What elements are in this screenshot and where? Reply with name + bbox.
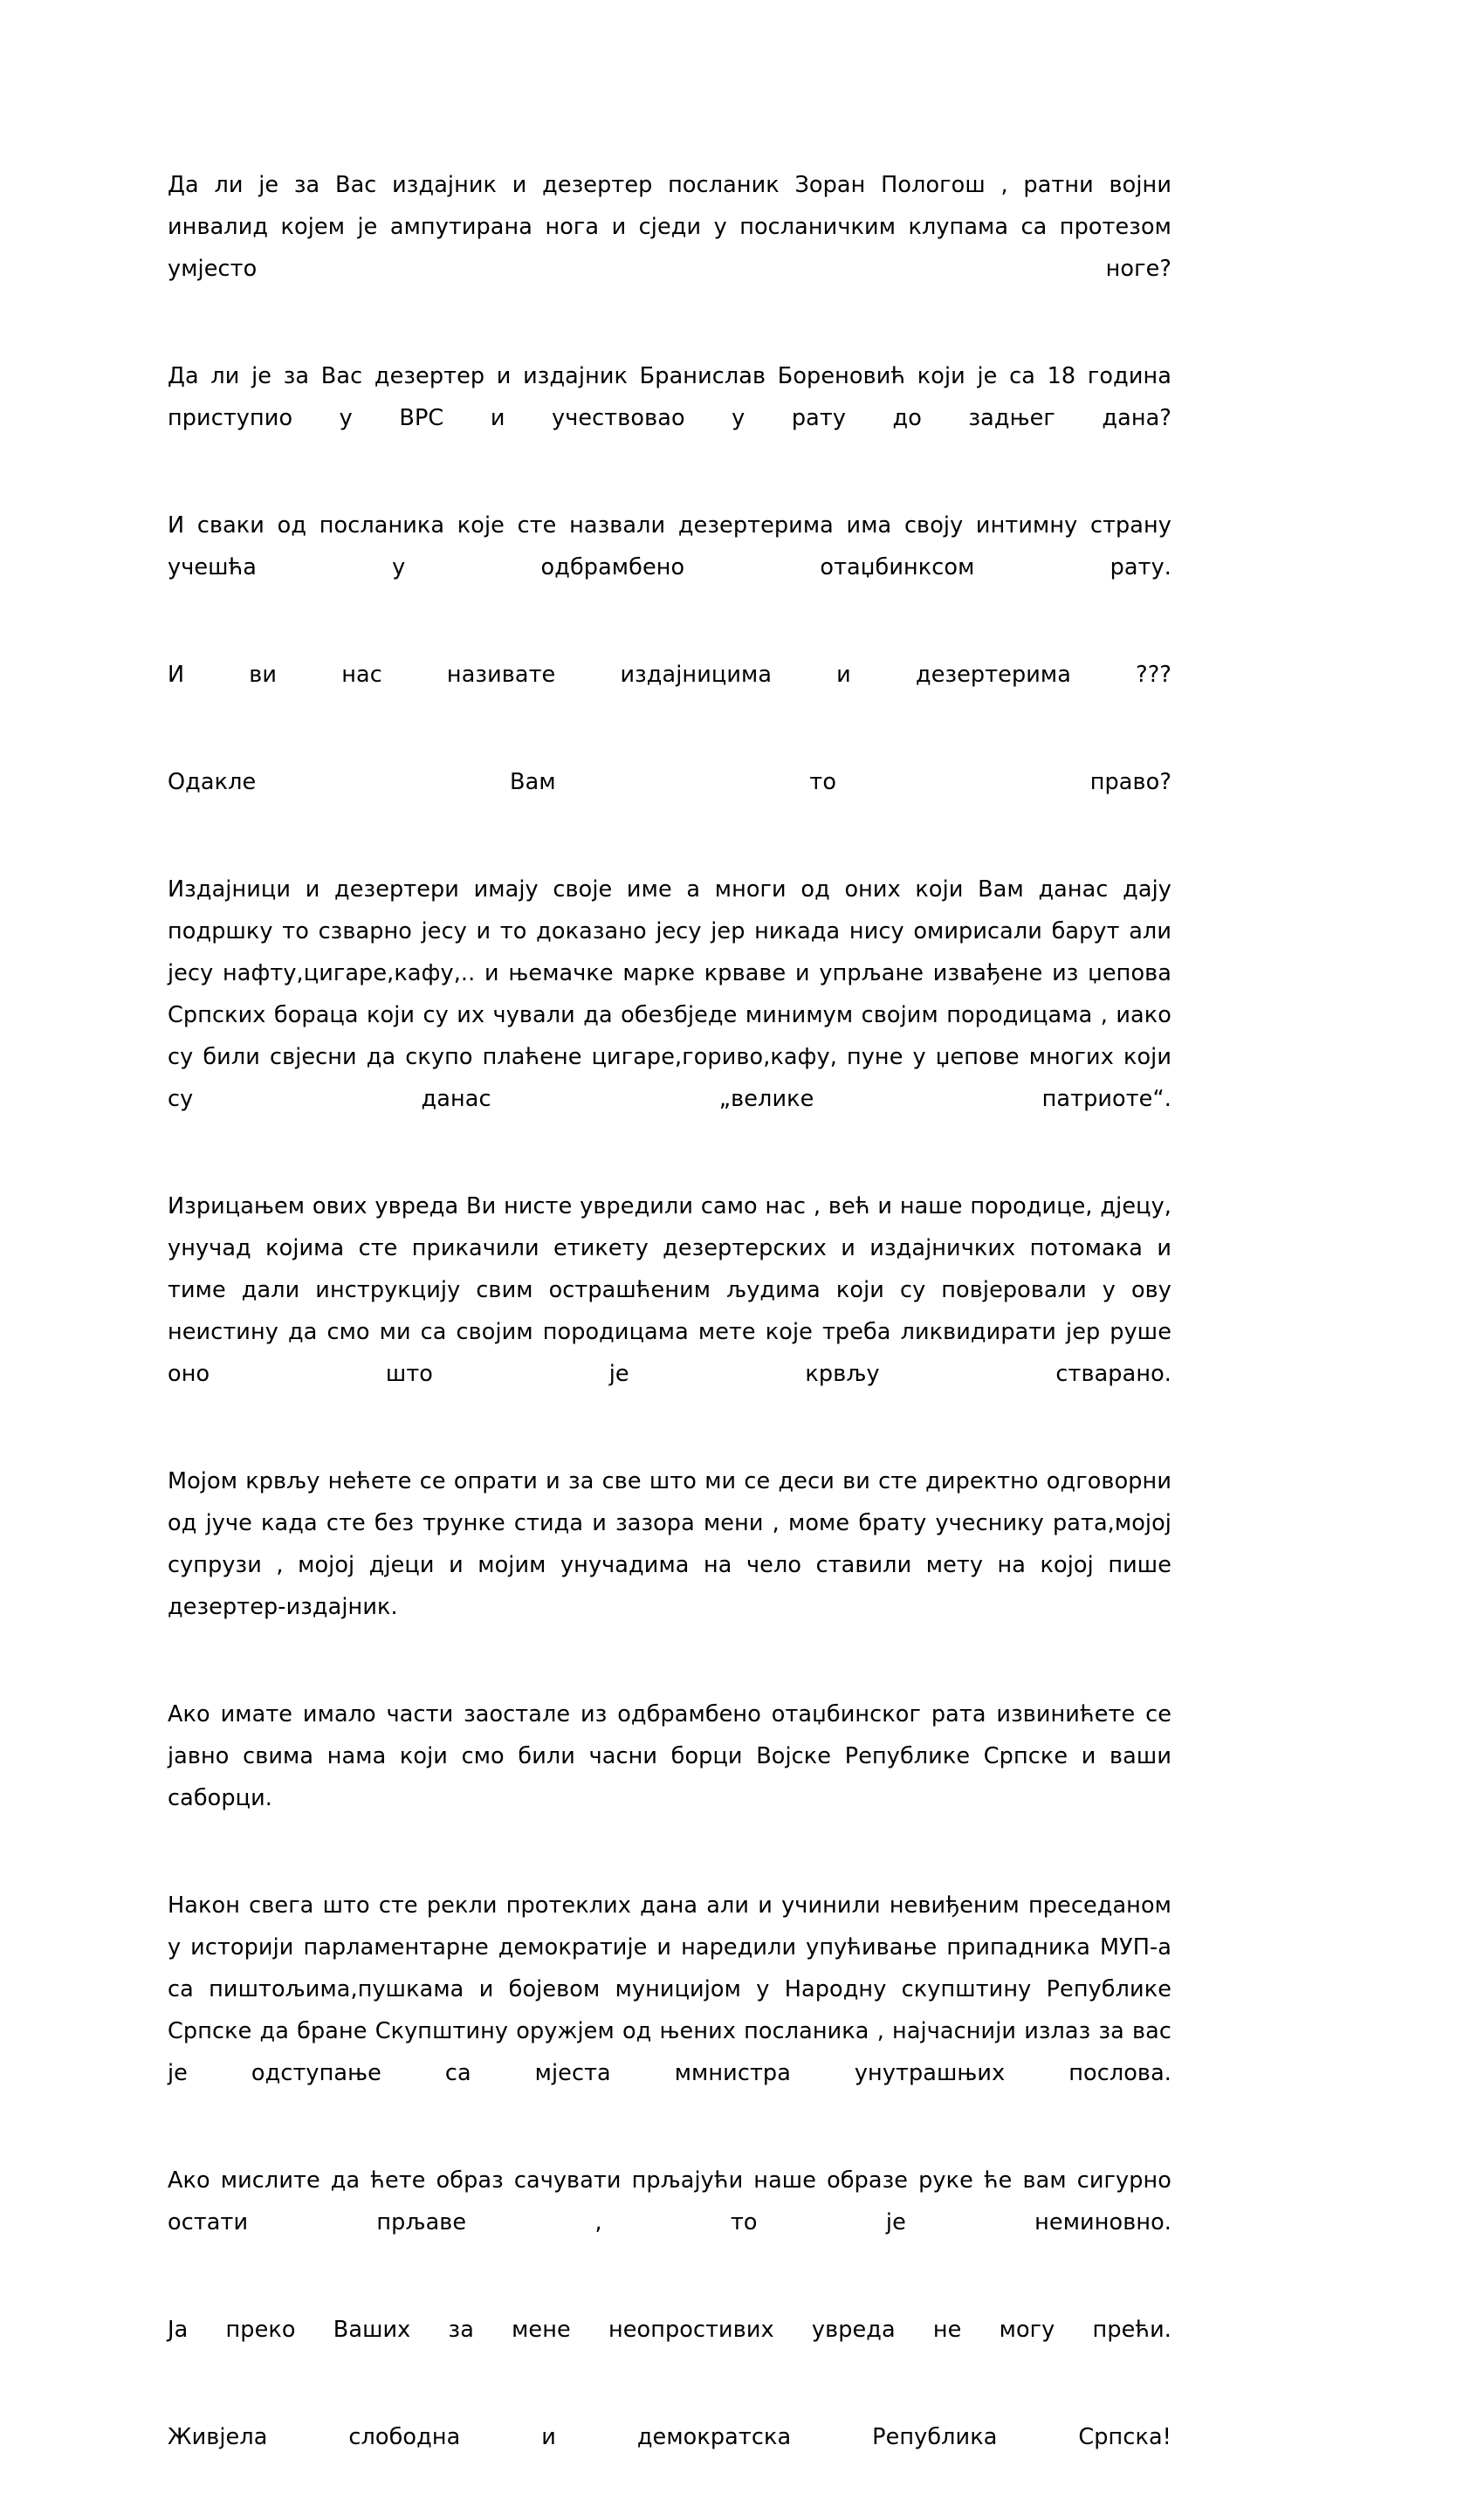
paragraph-11: Ако мислите да ћете образ сачувати прљајући наше образе руке ће вам сигурно остати прљаве , то је неминовно. [168, 2167, 1171, 2236]
paragraph-8: Мојом крвљу нећете се опрати и за све што ми се деси ви сте директно одговорни од јуче када сте без трунке стида и зазора мени , моме брату учеснику рата,мојој супрузи , мојој дјеци и мојим унучадима на чело ставили мету на којој пише дезертер-издајник. [168, 1468, 1171, 1620]
paragraph-7: Изрицањем ових увреда Ви нисте увредили само нас , већ и наше породице, дјецу, унучад којима сте прикачили етикету дезертерских и издајничких потомака и тиме дали инструкцију свим острашћеним људима који су повјеровали у ову неистину да смо ми са својим породицама мете које треба ликвидирати јер руше оно што је крвљу стварано. [168, 1193, 1171, 1387]
paragraph-10: Након свега што сте рекли протеклих дана али и учинили невиђеним преседаном у историји парламентарне демократије и наредили упућивање припадника МУП-а са пиштољима,пушкама и бојевом муницијом у Народну скупштину Републике Српске да бране Скупштину оружјем од њених посланика , најчаснији излаз за вас је одступање са мјеста ммнистра унутрашњих послова. [168, 1892, 1171, 2086]
paragraph-12: Ја преко Ваших за мене неопростивих увреда не могу прећи. [168, 2317, 1171, 2343]
paragraph-3: И сваки од посланика које сте назвали дезертерима има своју интимну страну учешћа у одбрамбено отаџбинксом рату. [168, 512, 1171, 580]
paragraph-6: Издајници и дезертери имају своје име а многи од оних који Вам данас дају подршку то сзварно јесу и то доказано јесу јер никада нису омирисали барут али јесу нафту,цигаре,кафу,.. и њемачке марке крваве и упрљане извађене из џепова Српских бораца који су их чували да обезбједе минимум својим породицама , иако су били свјесни да скупо плаћене цигаре,гориво,кафу, пуне у џепове многих који су данас „велике патриоте“. [168, 876, 1171, 1112]
paragraph-2: Да ли је за Вас дезертер и издајник Бранислав Бореновић који је са 18 година приступио у ВРС и учествовао у рату до задњег дана? [168, 363, 1171, 431]
paragraph-5: Одакле Вам то право? [168, 769, 1171, 795]
paragraph-1: Да ли је за Вас издајник и дезертер посланик Зоран Пологош , ратни војни инвалид којем је ампутирана нога и сједи у посланичким клупама са протезом умјесто ноге? [168, 172, 1171, 282]
paragraph-13: Живјела слободна и демократска Република Српска! [168, 2424, 1171, 2450]
paragraph-4: И ви нас називате издајницима и дезертерима ??? [168, 662, 1171, 688]
document-body [168, 164, 1171, 2500]
paragraph-9: Ако имате имало части заостале из одбрамбено отаџбинског рата извинићете се јавно свима нама који смо били часни борци Војске Републике Српске и ваши саборци. [168, 1701, 1171, 1811]
